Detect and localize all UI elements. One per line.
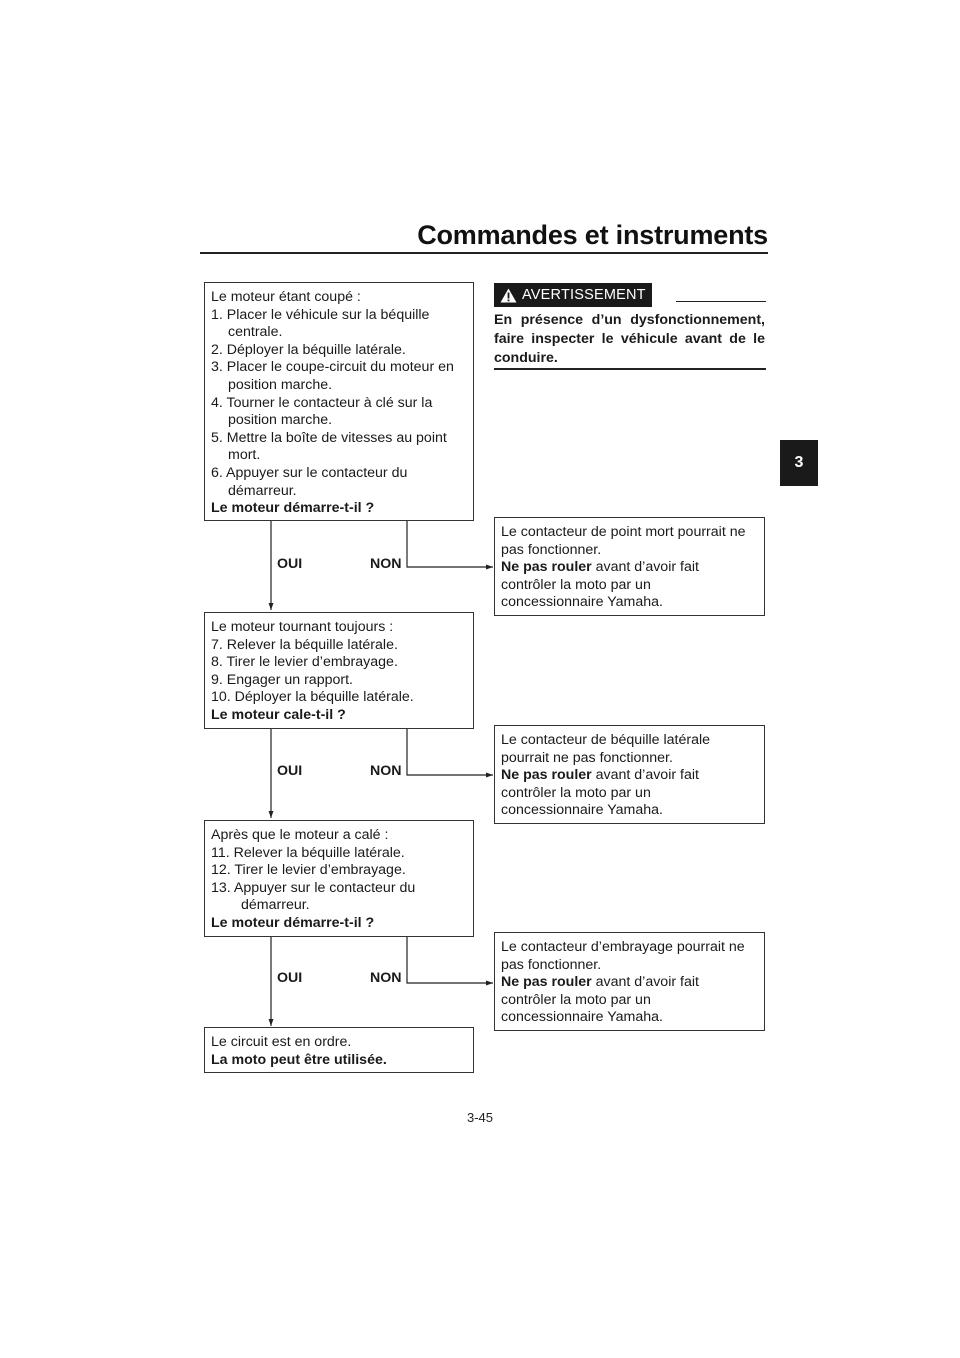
step1-item-cont: centrale. xyxy=(228,324,283,341)
step1-item: 3. Placer le coupe-circuit du moteur en xyxy=(211,359,454,376)
step3-item: 11. Relever la béquille latérale. xyxy=(211,844,405,861)
fault3-rest: avant d’avoir fait xyxy=(591,974,699,991)
step1-item-cont: position marche. xyxy=(228,376,333,393)
step2-item: 8. Tirer le levier d’embrayage. xyxy=(211,654,398,671)
arrow-no-2 xyxy=(407,729,493,775)
step2-intro: Le moteur tournant toujours : xyxy=(211,619,394,635)
no-label-2: NON xyxy=(370,763,402,779)
yes-label-2: OUI xyxy=(277,763,303,779)
fault2-tail: concessionnaire Yamaha. xyxy=(501,802,663,819)
arrow-no-1 xyxy=(407,521,493,567)
arrow-no-3 xyxy=(407,937,493,983)
fault1-rest: avant d’avoir fait xyxy=(591,559,699,576)
step1-item: 4. Tourner le contacteur à clé sur la xyxy=(211,394,433,411)
step1-item: 2. Déployer la béquille latérale. xyxy=(211,341,406,358)
yes-label-3: OUI xyxy=(277,970,303,986)
step-box-1 xyxy=(204,282,474,521)
fault1-line: Le contacteur de point mort pourrait ne xyxy=(501,524,746,540)
step3-item: 12. Tirer le levier d’embrayage. xyxy=(211,862,406,879)
chapter-tab: 3 xyxy=(780,440,818,486)
fault3-tail: concessionnaire Yamaha. xyxy=(501,1009,663,1026)
fault2-rest: avant d’avoir fait xyxy=(591,767,699,784)
step2-item: 7. Relever la béquille latérale. xyxy=(211,636,398,653)
step2-item: 9. Engager un rapport. xyxy=(211,671,353,688)
fault1-tail: concessionnaire Yamaha. xyxy=(501,594,663,611)
fault2-warning: Ne pas rouler xyxy=(501,767,592,784)
no-label-3: NON xyxy=(370,970,402,986)
step1-item-cont: position marche. xyxy=(228,412,333,429)
step-box-3 xyxy=(204,820,474,937)
step2-item: 10. Déployer la béquille latérale. xyxy=(211,689,414,706)
result-box xyxy=(204,1027,474,1073)
step1-item: 5. Mettre la boîte de vitesses au point xyxy=(211,429,447,446)
step1-item-cont: mort. xyxy=(228,447,261,464)
fault2-tail: contrôler la moto par un xyxy=(501,784,651,801)
step3-item-cont: démarreur. xyxy=(241,897,310,914)
fault1-line: pas fonctionner. xyxy=(501,541,602,558)
fault3-line: pas fonctionner. xyxy=(501,956,602,973)
step1-question: Le moteur démarre-t-il ? xyxy=(211,500,375,517)
fault2-line: pourrait ne pas fonctionner. xyxy=(501,749,673,766)
step3-intro: Après que le moteur a calé : xyxy=(211,827,389,843)
fault2-line: Le contacteur de béquille latérale xyxy=(501,732,711,748)
fault1-warning: Ne pas rouler xyxy=(501,559,592,576)
step3-item: 13. Appuyer sur le contacteur du xyxy=(211,879,416,896)
fault3-line: Le contacteur d’embrayage pourrait ne xyxy=(501,939,745,955)
fault-box-1 xyxy=(494,517,765,616)
warning-text: En présence d’un dysfonctionnement, faire inspecter le véhicule avant de le conduire. xyxy=(494,312,765,366)
fault3-warning: Ne pas rouler xyxy=(501,974,592,991)
step1-item: 1. Placer le véhicule sur la béquille xyxy=(211,306,430,323)
warning-label: AVERTISSEMENT xyxy=(522,287,646,303)
step1-item: 6. Appuyer sur le contacteur du xyxy=(211,464,408,481)
result-conclusion: La moto peut être utilisée. xyxy=(211,1051,387,1068)
yes-label-1: OUI xyxy=(277,556,303,572)
page-title: Commandes et instruments xyxy=(417,220,768,250)
fault-box-2 xyxy=(494,725,765,824)
step1-intro: Le moteur étant coupé : xyxy=(211,289,361,305)
fault1-tail: contrôler la moto par un xyxy=(501,576,651,593)
step2-question: Le moteur cale-t-il ? xyxy=(211,706,346,723)
step3-question: Le moteur démarre-t-il ? xyxy=(211,914,375,931)
page-number: 3-45 xyxy=(466,1110,494,1125)
step1-item-cont: démarreur. xyxy=(228,482,297,499)
step-box-2 xyxy=(204,612,474,729)
no-label-1: NON xyxy=(370,556,402,572)
result-line: Le circuit est en ordre. xyxy=(211,1034,352,1050)
fault3-tail: contrôler la moto par un xyxy=(501,991,651,1008)
fault-box-3 xyxy=(494,932,765,1031)
